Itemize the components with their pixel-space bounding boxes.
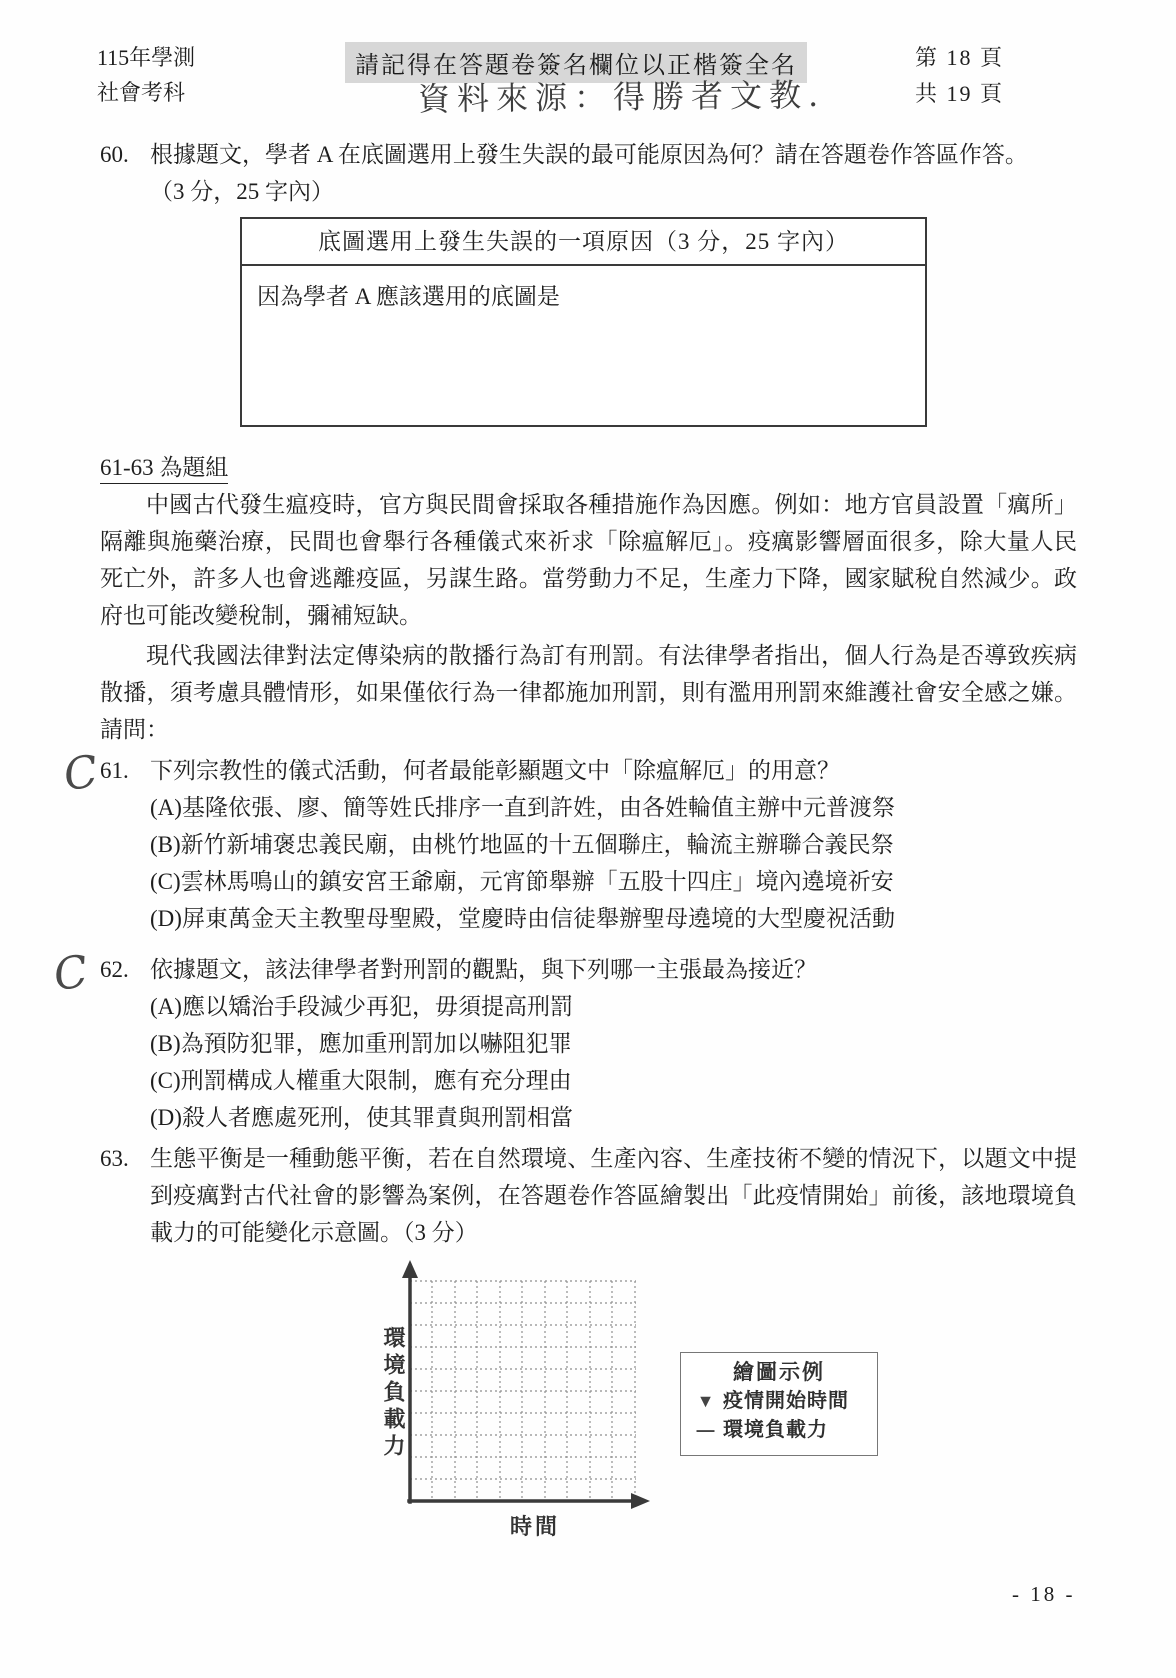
legend-item-epidemic-start — [689, 1387, 869, 1416]
handwritten-source-note: 資料來源：得勝者文教. — [417, 75, 826, 119]
option-text: 為預防犯罪，應加重刑罰加以嚇阻犯罪 — [180, 1031, 572, 1056]
passage-paragraph-2: 現代我國法律對法定傳染病的散播行為訂有刑罰。有法律學者指出，個人行為是否導致疾病散播，須考慮具體情形，如果僅依行為一律都施加刑罰，則有濫用刑罰來維護社會安全感之嫌。請問： — [100, 643, 1077, 742]
triangle-down-icon: ▼ — [696, 1391, 716, 1411]
option-text: 應以矯治手段減少再犯，毋須提高刑罰 — [181, 994, 573, 1019]
y-axis-label: 環境負載力 — [381, 1326, 406, 1461]
question-61-option-a — [150, 789, 1077, 826]
answer-box-prompt: 因為學者 A 應該選用的底圖是 — [257, 284, 560, 309]
option-label: (A) — [150, 795, 182, 820]
handwritten-mark-q61: C — [60, 745, 102, 802]
legend-item-carrying-capacity — [689, 1416, 869, 1445]
x-axis-label: 時間 — [509, 1514, 560, 1539]
y-axis-arrow-icon — [402, 1260, 418, 1278]
legend-label: 環境負載力 — [723, 1419, 828, 1441]
legend-box — [680, 1352, 878, 1456]
question-62-option-a — [150, 988, 1077, 1025]
question-61 — [100, 752, 1077, 937]
option-label: (B) — [150, 832, 181, 857]
question-62 — [100, 951, 1077, 1136]
question-62-text: 依據題文，該法律學者對刑罰的觀點，與下列哪一主張最為接近？ — [150, 957, 817, 982]
question-60-body — [150, 136, 1077, 210]
x-axis-arrow-icon — [631, 1493, 650, 1509]
page-indicator-total: 共 19 頁 — [915, 81, 1005, 106]
handwritten-mark-q62: C — [50, 945, 92, 1002]
legend-title: 繪圖示例 — [733, 1361, 825, 1384]
answer-box-header: 底圖選用上發生失誤的一項原因（3 分，25 字內） — [242, 219, 925, 266]
question-60-score-note: （3 分，25 字內） — [150, 179, 334, 204]
option-label: (B) — [150, 1031, 181, 1056]
question-60-text: 根據題文，學者 A 在底圖選用上發生失誤的最可能原因為何？請在答題卷作答區作答。 — [150, 142, 1028, 167]
option-label: (D) — [150, 906, 182, 931]
question-61-option-d — [150, 900, 1077, 937]
option-label: (C) — [150, 869, 181, 894]
question-62-option-c — [150, 1062, 1077, 1099]
exam-title — [97, 40, 195, 110]
answer-box — [240, 217, 927, 427]
question-63-text: 生態平衡是一種動態平衡，若在自然環境、生產內容、生產技術不變的情況下，以題文中提到疫癘對古代社會的影響為案例，在答題卷作答區繪製出「此疫情開始」前後，該地環境負載力的可能變化示意圖。（3 分） — [150, 1146, 1077, 1245]
option-text: 殺人者應處死刑，使其罪責與刑罰相當 — [181, 1105, 573, 1130]
page-indicator-current: 第 18 頁 — [915, 45, 1005, 70]
exam-title-line2: 社會考科 — [97, 80, 186, 105]
passage-paragraph-1: 中國古代發生瘟疫時，官方與民間會採取各種措施作為因應。例如：地方官員設置「癘所」隔離與施藥治療，民間也會舉行各種儀式來祈求「除瘟解厄」。疫癘影響層面很多，除大量人民死亡外，許多人也會逃離疫區，另謀生路。當勞動力不足，生產力下降，國家賦稅自然減少。政府也可能改變稅制，彌補短缺。 — [100, 492, 1077, 628]
question-61-body — [150, 752, 1077, 937]
group-heading — [100, 449, 228, 482]
question-60 — [100, 136, 1077, 210]
question-61-option-b — [150, 826, 1077, 863]
option-text: 雲林馬鳴山的鎮安宮王爺廟，元宵節舉辦「五股十四庄」境內遶境祈安 — [180, 869, 894, 894]
question-60-number: 60. — [100, 142, 129, 167]
signature-notice: 請記得在答題卷簽名欄位以正楷簽全名 — [345, 42, 807, 83]
question-63 — [100, 1140, 1077, 1251]
option-label: (D) — [150, 1105, 182, 1130]
option-label: (A) — [150, 994, 182, 1019]
question-61-option-c — [150, 863, 1077, 900]
option-text: 新竹新埔褒忠義民廟，由桃竹地區的十五個聯庄，輪流主辦聯合義民祭 — [180, 832, 894, 857]
question-61-text: 下列宗教性的儀式活動，何者最能彰顯題文中「除瘟解厄」的用意？ — [150, 758, 840, 783]
option-label: (C) — [150, 1068, 181, 1093]
option-text: 基隆依張、廖、簡等姓氏排序一直到許姓，由各姓輪值主辦中元普渡祭 — [181, 795, 895, 820]
line-symbol-icon: — — [696, 1420, 716, 1440]
exam-title-line1: 115年學測 — [97, 45, 196, 70]
page-footer: - 18 - — [1012, 1582, 1076, 1606]
option-text: 刑罰構成人權重大限制，應有充分理由 — [180, 1068, 572, 1093]
question-62-option-d — [150, 1099, 1077, 1136]
carrying-capacity-chart — [350, 1258, 1110, 1568]
page-indicator — [915, 40, 1004, 112]
question-61-number: 61. — [100, 758, 129, 783]
question-63-number: 63. — [100, 1146, 129, 1171]
question-62-body — [150, 951, 1077, 1136]
question-62-number: 62. — [100, 957, 129, 982]
question-62-option-b — [150, 1025, 1077, 1062]
legend-label: 疫情開始時間 — [723, 1390, 849, 1412]
option-text: 屏東萬金天主教聖母聖殿，堂慶時由信徒舉辦聖母遶境的大型慶祝活動 — [181, 906, 895, 931]
group-heading-text: 61-63 為題組 — [100, 455, 228, 484]
